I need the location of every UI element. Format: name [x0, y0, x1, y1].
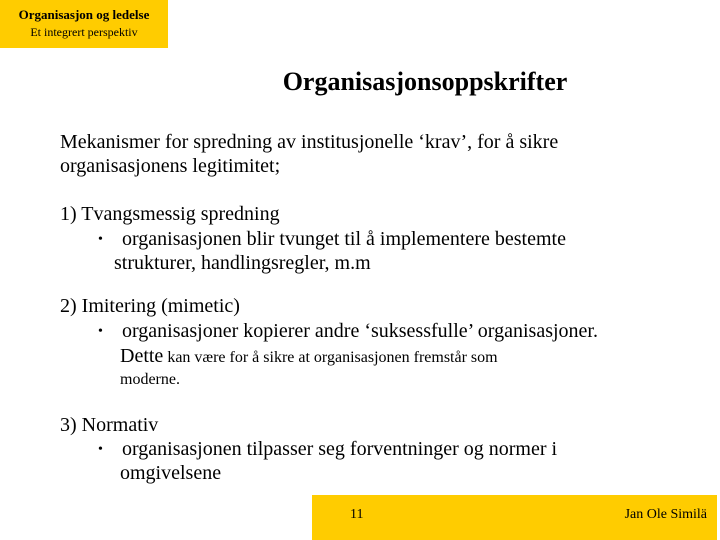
- section-3-heading: 3) Normativ: [60, 414, 159, 436]
- section-3-text-1: organisasjonen tilpasser seg forventninger og normer i: [122, 438, 558, 460]
- section-3-bullet-line-1: [98, 437, 557, 462]
- section-2-text-1: organisasjoner kopierer andre ‘suksessfulle’ organisasjoner.: [122, 320, 598, 342]
- slide-title: Organisasjonsoppskrifter: [282, 67, 568, 96]
- section-2-heading: 2) Imitering (mimetic): [60, 295, 240, 317]
- section-2-text-3: moderne.: [120, 371, 180, 388]
- footer-box: [312, 495, 717, 540]
- bullet-icon: •: [98, 232, 103, 247]
- bullet-icon: •: [98, 324, 103, 339]
- brand-box: [0, 0, 168, 48]
- section-2-text-2-line: [120, 344, 498, 368]
- brand-title: Organisasjon og ledelse: [18, 7, 150, 22]
- page-number: 11: [350, 507, 364, 522]
- section-1-text-1: organisasjonen blir tvunget til å implementere bestemte: [122, 228, 566, 250]
- section-3-text-2: omgivelsene: [120, 462, 222, 484]
- author-name: Jan Ole Similä: [624, 507, 707, 522]
- intro-line-1: Mekanismer for spredning av institusjonelle ‘krav’, for å sikre: [60, 131, 559, 153]
- section-2-text-2a: Dette: [120, 345, 164, 367]
- bullet-icon: •: [98, 442, 103, 457]
- section-2-bullet-line-1: [98, 319, 598, 344]
- intro-line-2: organisasjonens legitimitet;: [60, 155, 281, 177]
- section-1-bullet-line-1: [98, 227, 566, 252]
- section-1-heading: 1) Tvangsmessig spredning: [60, 203, 280, 225]
- brand-subtitle: Et integrert perspektiv: [30, 25, 138, 39]
- section-1-text-2: strukturer, handlingsregler, m.m: [114, 252, 371, 274]
- section-2-text-2b: kan være for å sikre at organisasjonen fremstår som: [167, 349, 498, 366]
